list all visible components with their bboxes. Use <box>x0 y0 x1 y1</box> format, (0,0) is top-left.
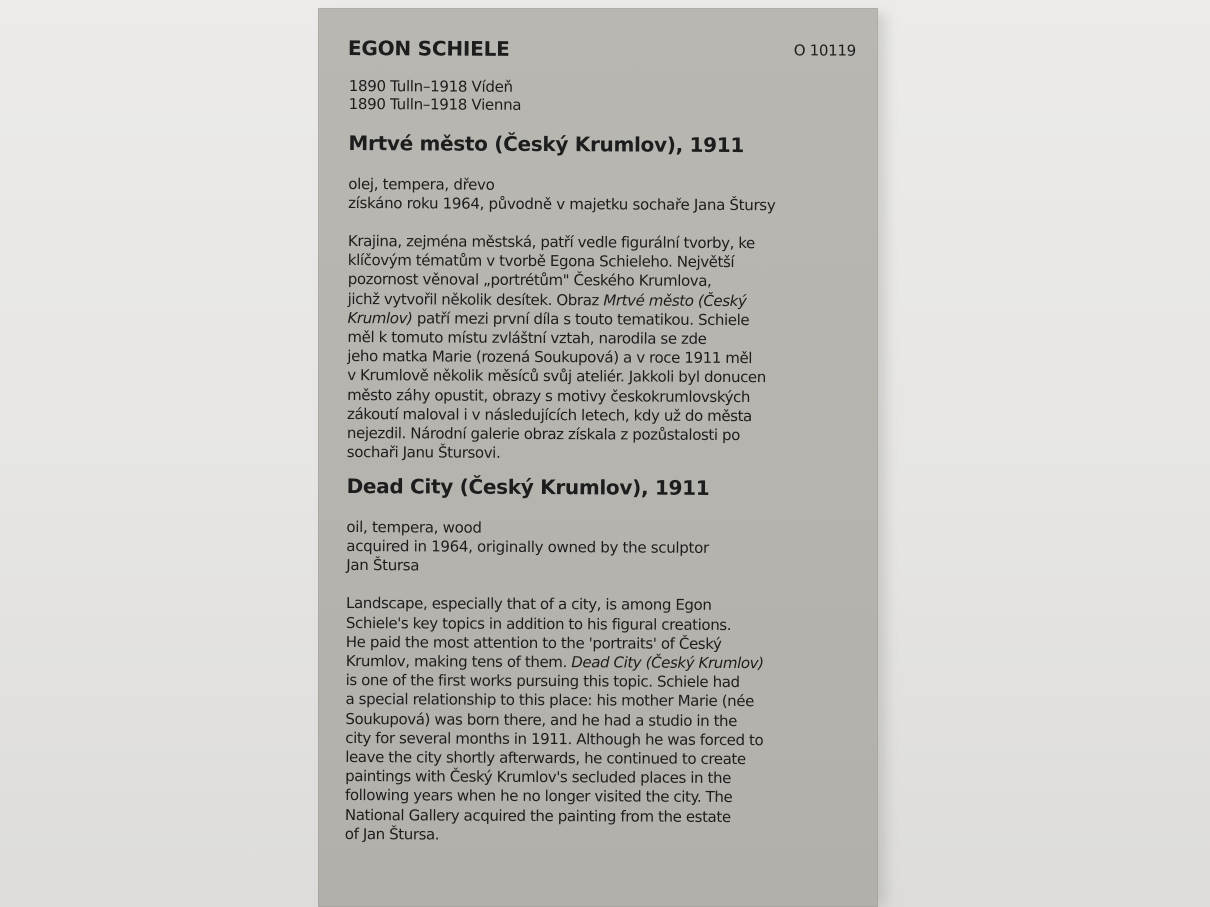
artwork-title-cz-inline: Mrtvé město (Český <box>603 290 747 310</box>
description-cz-line: sochaři Janu Štursovi. <box>346 443 501 463</box>
description-en <box>345 594 851 846</box>
description-cz-line: zákoutí maloval i v následujících letech, kdy už do města <box>346 404 752 425</box>
description-en-text: Krumlov, making tens of them. <box>345 652 572 672</box>
description-en-line: Schiele's key topics in addition to his figural creations. <box>345 613 732 634</box>
description-en-line: Soukupová) was born there, and he had a studio in the <box>345 709 738 730</box>
description-en-line: city for several months in 1911. Although he was forced to <box>345 728 764 750</box>
description-cz-line <box>347 309 852 331</box>
artwork-meta-en <box>346 518 851 578</box>
artwork-title-cz-inline: Krumlov) <box>347 308 413 328</box>
description-cz <box>347 232 853 465</box>
description-en-line: He paid the most attention to the 'portraits' of Český <box>345 632 722 653</box>
medium-cz: olej, tempera, dřevo <box>348 174 495 194</box>
description-cz-line: Krajina, zejména městská, patří vedle figurální tvorby, ke <box>347 231 755 253</box>
artwork-title-en: Dead City (Český Krumlov), 1911 <box>346 474 710 501</box>
artist-name: EGON SCHIELE <box>347 35 510 61</box>
description-cz-line: pozornost věnoval „portrétům" Českého Krumlova, <box>347 270 712 291</box>
description-en-line: a special relationship to this place: his mother Marie (née <box>345 690 755 711</box>
description-en-line: paintings with Český Krumlov's secluded places in the <box>345 767 731 788</box>
museum-wall-label <box>318 8 878 907</box>
artwork-title-en-inline: Dead City (Český Krumlov) <box>571 653 764 673</box>
description-cz-line: měl k tomuto místu zvláštní vztah, narodila se zde <box>347 328 707 348</box>
description-cz-line: nejezdil. Národní galerie obraz získala z pozůstalosti po <box>346 424 740 445</box>
description-en-line: of Jan Štursa. <box>344 824 440 844</box>
description-en-line: is one of the first works pursuing this topic. Schiele had <box>345 671 740 692</box>
description-cz-text: jichž vytvořil několik desítek. Obraz <box>347 289 604 309</box>
description-cz-text: patří mezi první díla s touto tematikou. Schiele <box>412 309 750 329</box>
artist-dates-en: 1890 Tulln–1918 Vienna <box>348 94 522 114</box>
label-header <box>349 36 854 67</box>
description-cz-line: jeho matka Marie (rozená Soukupová) a v roce 1911 měl <box>347 347 753 368</box>
description-en-line: leave the city shortly afterwards, he continued to create <box>345 748 746 769</box>
description-en-line: following years when he no longer visited the city. The <box>344 786 733 807</box>
provenance-en: acquired in 1964, originally owned by the sculptor <box>346 537 709 558</box>
artwork-title-cz: Mrtvé město (Český Krumlov), 1911 <box>348 130 745 158</box>
description-en-line <box>346 652 851 674</box>
label-text-block <box>345 36 854 847</box>
description-cz-line <box>348 290 853 312</box>
artwork-meta-cz <box>348 175 853 216</box>
provenance-cz: získáno roku 1964, původně v majetku sochaře Jana Štursy <box>348 193 776 215</box>
description-cz-line: klíčovým tématům v tvorbě Egona Schieleho. Největší <box>347 251 735 272</box>
provenance-en: Jan Štursa <box>346 556 420 575</box>
description-cz-line: město záhy opustit, obrazy s motivy českokrumlovských <box>347 385 751 406</box>
artist-dates <box>349 77 854 116</box>
medium-en: oil, tempera, wood <box>346 518 482 538</box>
inventory-number: O 10119 <box>793 41 856 60</box>
description-en-line: National Gallery acquired the painting from the estate <box>344 805 731 826</box>
description-cz-line: v Krumlově několik měsíců svůj ateliér. Jakkoli byl donucen <box>347 366 766 387</box>
description-en-line: Landscape, especially that of a city, is among Egon <box>345 594 712 615</box>
artist-dates-cz: 1890 Tulln–1918 Vídeň <box>348 76 513 96</box>
